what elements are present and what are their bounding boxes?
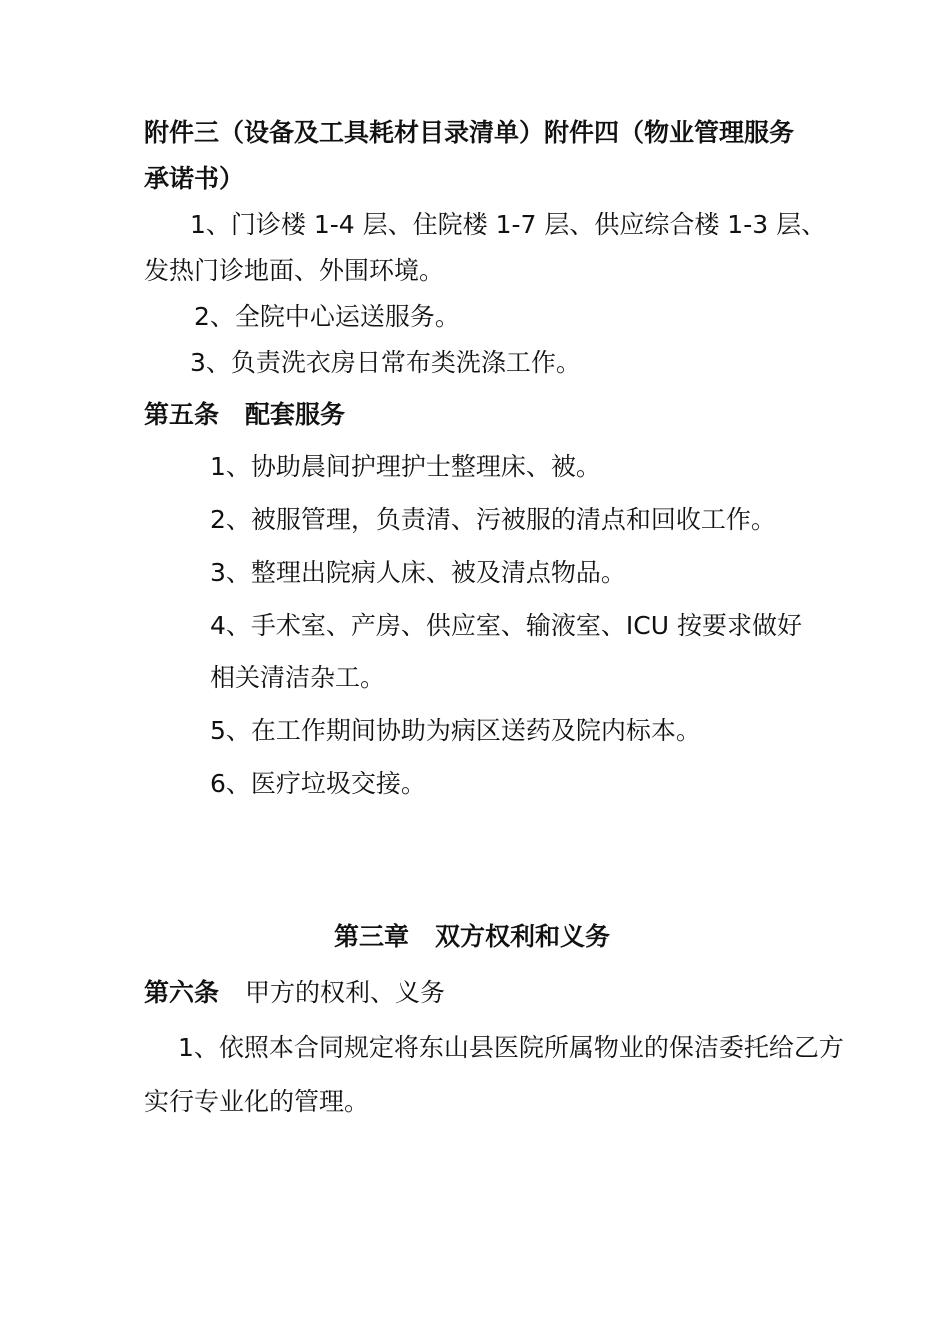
- article-5-item-5: 5、在工作期间协助为病区送药及院内标本。: [210, 716, 701, 745]
- scope-item-1-line-1: 1、门诊楼 1-4 层、住院楼 1-7 层、供应综合楼 1-3 层、: [190, 210, 827, 239]
- article-5-item-6: 6、医疗垃圾交接。: [210, 769, 426, 798]
- article-6-heading: [144, 976, 445, 1010]
- article-6-title: 甲方的权利、义务: [245, 978, 446, 1007]
- scope-item-3: 3、负责洗衣房日常布类洗涤工作。: [190, 348, 581, 377]
- article-5-heading: [144, 398, 345, 432]
- article-5-item-2: 2、被服管理，负责清、污被服的清点和回收工作。: [210, 505, 776, 534]
- article-5-item-4-line-2: 相关清洁杂工。: [210, 663, 386, 692]
- article-6-item-1-line-2: 实行专业化的管理。: [144, 1087, 370, 1116]
- article-6-item-1-line-1: 1、依照本合同规定将东山县医院所属物业的保洁委托给乙方: [178, 1033, 844, 1062]
- article-6-number: 第六条: [144, 978, 220, 1007]
- article-5-item-4-line-1: 4、手术室、产房、供应室、输液室、ICU 按要求做好: [210, 611, 802, 640]
- article-5-item-1: 1、协助晨间护理护士整理床、被。: [210, 452, 601, 481]
- chapter-3-title: 双方权利和义务: [435, 922, 611, 951]
- chapter-3-number: 第三章: [334, 922, 410, 951]
- attachment-heading-line-2: 承诺书）: [144, 164, 245, 193]
- article-5-number: 第五条: [144, 400, 220, 429]
- chapter-3-heading: [334, 920, 610, 954]
- article-5-item-3: 3、整理出院病人床、被及清点物品。: [210, 558, 626, 587]
- scope-item-2: 2、全院中心运送服务。: [194, 302, 460, 331]
- article-5-title: 配套服务: [245, 400, 346, 429]
- scope-item-1-line-2: 发热门诊地面、外围环境。: [144, 256, 445, 285]
- attachment-heading-line-1: 附件三（设备及工具耗材目录清单）附件四（物业管理服务: [144, 118, 795, 147]
